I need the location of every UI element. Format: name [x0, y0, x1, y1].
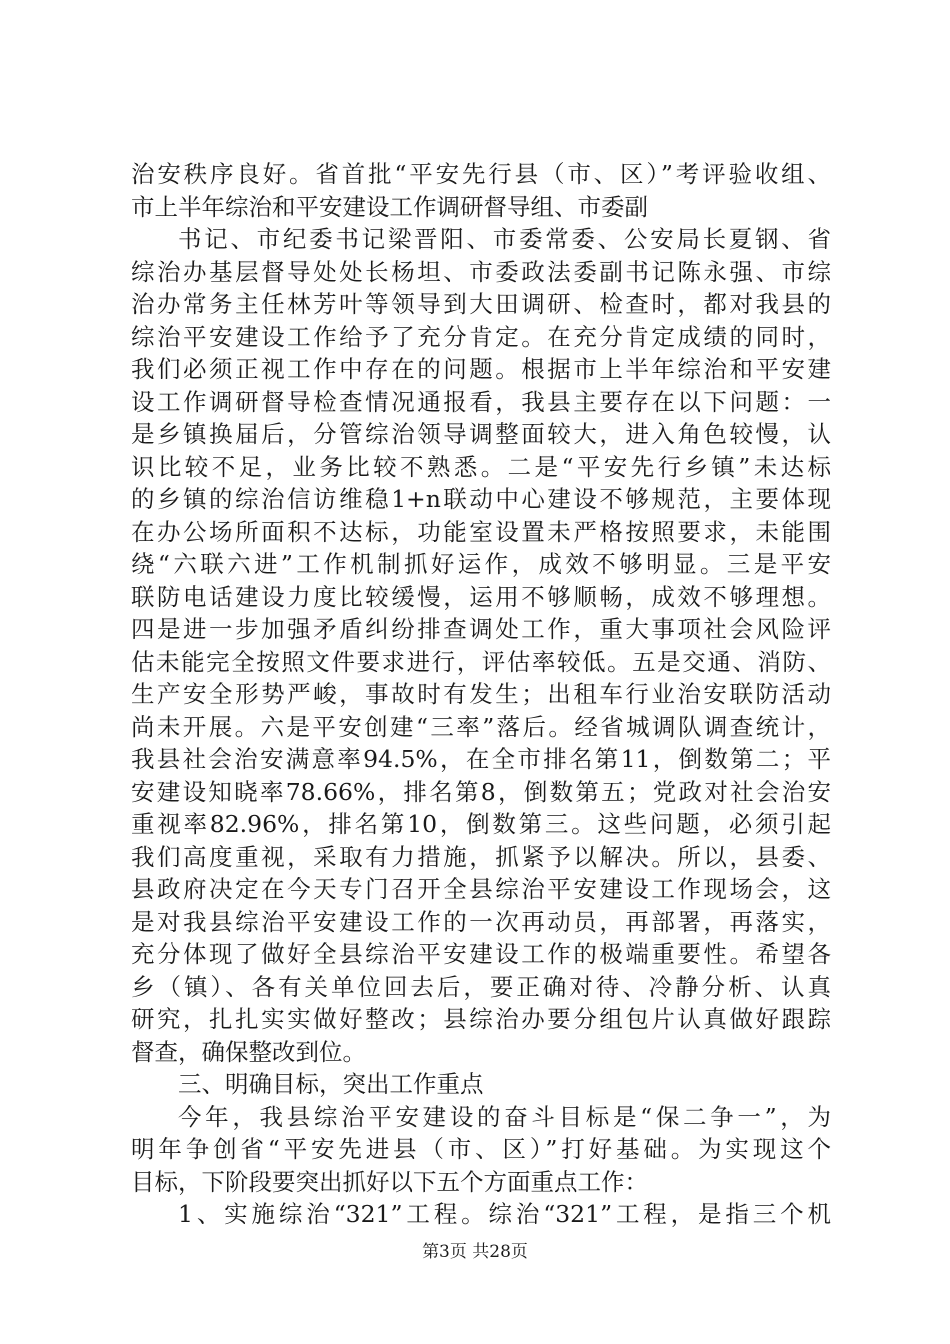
- text-line: 在办公场所面积不达标，功能室设置未严格按照要求，未能围: [131, 517, 831, 546]
- text-line: 督查，确保整改到位。: [131, 1037, 366, 1066]
- text-line: 治办常务主任林芳叶等领导到大田调研、检查时，都对我县的: [131, 290, 831, 318]
- text-line: 研究，扎扎实实做好整改；县综治办要分组包片认真做好跟踪: [131, 1005, 831, 1033]
- text-line: 综治办基层督导处处长杨坦、市委政法委副书记陈永强、市综: [131, 257, 831, 286]
- text-line: 治安秩序良好。省首批“平安先行县（市、区）”考评验收组、: [131, 160, 831, 188]
- text-line: 县政府决定在今天专门召开全县综治平安建设工作现场会，这: [131, 875, 831, 903]
- text-line: 重视率82.96%，排名第10，倒数第三。这些问题，必须引起: [131, 810, 831, 838]
- text-line: 1、实施综治“321”工程。综治“321”工程，是指三个机: [178, 1200, 831, 1228]
- text-line: 联防电话建设力度比较缓慢，运用不够顺畅，成效不够理想。: [131, 582, 831, 611]
- text-line: 四是进一步加强矛盾纠纷排查调处工作，重大事项社会风险评: [131, 615, 831, 643]
- text-line: 生产安全形势严峻，事故时有发生；出租车行业治安联防活动: [131, 680, 831, 708]
- text-line: 书记、市纪委书记梁晋阳、市委常委、公安局长夏钢、省: [178, 225, 831, 253]
- page-number: 第3页 共28页: [422, 1242, 528, 1262]
- text-line: 充分体现了做好全县综治平安建设工作的极端重要性。希望各: [131, 940, 831, 968]
- text-line: 设工作调研督导检查情况通报看，我县主要存在以下问题：一: [131, 387, 831, 416]
- text-line: 我们必须正视工作中存在的问题。根据市上半年综治和平安建: [131, 355, 831, 383]
- text-line: 我们高度重视，采取有力措施，抓紧予以解决。所以，县委、: [131, 842, 831, 871]
- text-line: 安建设知晓率78.66%，排名第8，倒数第五；党政对社会治安: [131, 777, 831, 806]
- text-line: 综治平安建设工作给予了充分肯定。在充分肯定成绩的同时，: [131, 322, 831, 351]
- text-line: 是乡镇换届后，分管综治领导调整面较大，进入角色较慢，认: [131, 420, 831, 448]
- text-line: 市上半年综治和平安建设工作调研督导组、市委副: [131, 192, 648, 221]
- text-line: 识比较不足，业务比较不熟悉。二是“平安先行乡镇”未达标: [131, 452, 831, 481]
- text-line: 绕“六联六进”工作机制抓好运作，成效不够明显。三是平安: [131, 550, 831, 578]
- text-line: 明年争创省“平安先进县（市、区）”打好基础。为实现这个: [131, 1135, 831, 1163]
- text-line: 乡（镇）、各有关单位回去后，要正确对待、冷静分析、认真: [131, 972, 831, 1001]
- text-line: 的乡镇的综治信访维稳1+n联动中心建设不够规范，主要体现: [131, 485, 831, 513]
- text-line: 我县社会治安满意率94.5%，在全市排名第11，倒数第二；平: [131, 745, 831, 773]
- section-heading: 三、明确目标，突出工作重点: [178, 1070, 484, 1098]
- text-line: 估未能完全按照文件要求进行，评估率较低。五是交通、消防、: [131, 647, 831, 676]
- document-body: [131, 158, 831, 1231]
- text-line: 目标，下阶段要突出抓好以下五个方面重点工作：: [131, 1167, 648, 1196]
- text-line: 是对我县综治平安建设工作的一次再动员，再部署，再落实，: [131, 907, 831, 936]
- text-line: 尚未开展。六是平安创建“三率”落后。经省城调队调查统计，: [131, 712, 831, 741]
- text-line: 今年，我县综治平安建设的奋斗目标是“保二争一”，为: [178, 1102, 831, 1131]
